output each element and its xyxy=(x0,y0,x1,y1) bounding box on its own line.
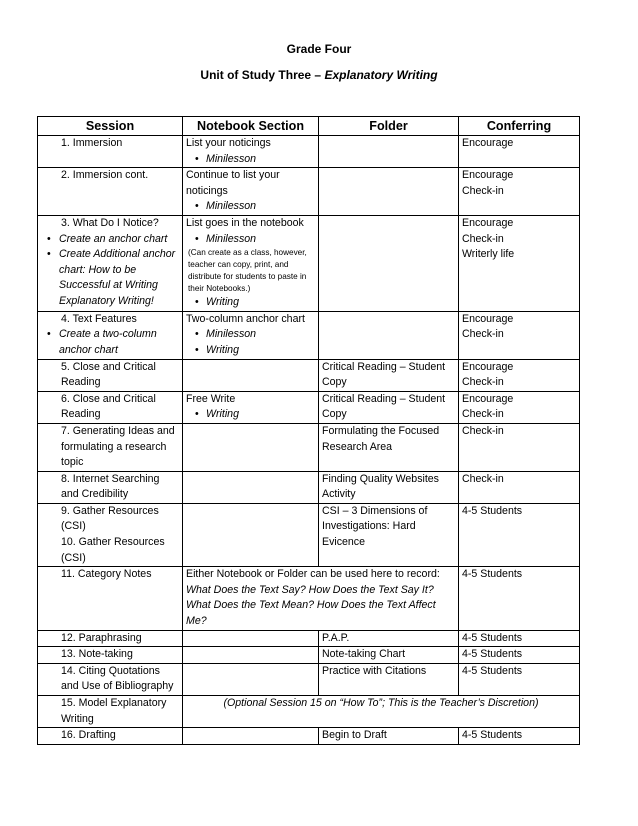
table-row xyxy=(38,391,580,423)
page-title: Grade Four xyxy=(286,42,352,56)
conferring-item: Encourage xyxy=(462,216,514,229)
folder-cell xyxy=(319,168,459,216)
table-row xyxy=(38,168,580,216)
table-row xyxy=(38,215,580,311)
session-table xyxy=(37,116,580,745)
session-name: 11. Category Notes xyxy=(61,568,152,581)
session-name: 2. Immersion cont. xyxy=(61,169,149,182)
session-cell xyxy=(38,359,183,391)
session-bullet: • Create a two-column anchor chart xyxy=(41,327,179,358)
notebook-cell xyxy=(183,728,319,745)
notebook-cell xyxy=(183,391,319,423)
conferring-item: Encourage xyxy=(462,392,514,405)
folder-cell: Note-taking Chart xyxy=(319,647,459,664)
conferring-item: Check-in xyxy=(462,408,504,421)
folder-cell: P.A.P. xyxy=(319,630,459,647)
conferring-item: Check-in xyxy=(462,328,504,341)
notebook-cell xyxy=(183,215,319,311)
session-name: 7. Generating Ideas and formulating a research topic xyxy=(61,424,175,469)
conferring-cell xyxy=(459,630,580,647)
session-name: 9. Gather Resources (CSI) xyxy=(61,504,159,533)
notebook-cell xyxy=(183,359,319,391)
conferring-cell xyxy=(459,215,580,311)
session-cell xyxy=(38,567,183,630)
notebook-text: Two-column anchor chart xyxy=(186,312,305,325)
table-row xyxy=(38,136,580,168)
session-name: 8. Internet Searching and Credibility xyxy=(61,472,160,501)
notebook-cell xyxy=(183,471,319,503)
session-name: 14. Citing Quotations and Use of Bibliography xyxy=(61,664,174,693)
notebook-or-folder-note xyxy=(183,567,459,630)
conferring-cell xyxy=(459,728,580,745)
session-bullet: • Create Additional anchor chart: How to be Successful at Writing Explanatory Writing! xyxy=(41,247,179,309)
notebook-bullet: • Writing xyxy=(186,295,315,311)
session-name: 3. What Do I Notice? xyxy=(61,216,159,229)
conferring-item: 4-5 Students xyxy=(462,648,523,661)
session-cell xyxy=(38,168,183,216)
table-row xyxy=(38,311,580,359)
conferring-cell xyxy=(459,423,580,471)
notebook-text: List goes in the notebook xyxy=(186,216,304,229)
session-cell xyxy=(38,423,183,471)
notebook-text: Free Write xyxy=(186,392,236,405)
folder-cell: Critical Reading – Student Copy xyxy=(319,391,459,423)
session-name: 5. Close and Critical Reading xyxy=(61,360,156,389)
notebook-cell xyxy=(183,647,319,664)
conferring-item: 4-5 Students xyxy=(462,729,523,742)
conferring-cell xyxy=(459,663,580,695)
folder-cell: Begin to Draft xyxy=(319,728,459,745)
session-name: 16. Drafting xyxy=(61,729,116,742)
conferring-item: Check-in xyxy=(462,424,504,437)
conferring-cell xyxy=(459,567,580,630)
optional-session-note: (Optional Session 15 on “How To”; This is the Teacher’s Discretion) xyxy=(183,696,580,728)
session-name: 4. Text Features xyxy=(61,312,137,325)
conferring-cell xyxy=(459,136,580,168)
conferring-item: Check-in xyxy=(462,376,504,389)
conferring-cell xyxy=(459,503,580,566)
session-name: 13. Note-taking xyxy=(61,648,133,661)
conferring-item: Encourage xyxy=(462,137,514,149)
session-name: 12. Paraphrasing xyxy=(61,631,142,644)
notebook-bullet: • Minilesson xyxy=(186,152,315,168)
conferring-cell xyxy=(459,359,580,391)
notebook-note: (Can create as a class, however, teacher can copy, print, and distribute for students to paste in their Notebooks.) xyxy=(188,248,307,294)
conferring-cell xyxy=(459,168,580,216)
column-header-session: Session xyxy=(38,117,183,136)
note-plain: Either Notebook or Folder can be used here to record: xyxy=(186,568,440,581)
conferring-item: 4-5 Students xyxy=(462,664,523,677)
session-cell xyxy=(38,663,183,695)
notebook-cell xyxy=(183,630,319,647)
notebook-cell xyxy=(183,663,319,695)
conferring-cell xyxy=(459,647,580,664)
conferring-cell xyxy=(459,311,580,359)
session-name: 1. Immersion xyxy=(61,137,123,149)
table-row xyxy=(38,728,580,745)
session-cell xyxy=(38,630,183,647)
conferring-item: 4-5 Students xyxy=(462,631,523,644)
notebook-cell xyxy=(183,168,319,216)
folder-cell: Critical Reading – Student Copy xyxy=(319,359,459,391)
conferring-cell xyxy=(459,471,580,503)
session-name: 10. Gather Resources (CSI) xyxy=(61,536,165,564)
folder-cell xyxy=(319,136,459,168)
table-row xyxy=(38,359,580,391)
notebook-text: Continue to list your noticings xyxy=(186,169,280,197)
session-name: 15. Model Explanatory Writing xyxy=(61,697,167,725)
notebook-bullet: • Minilesson xyxy=(186,327,315,343)
note-italic: What Does the Text Say? How Does the Text Say It? What Does the Text Mean? How Does the Text Affect Me? xyxy=(186,583,436,628)
table-row xyxy=(38,696,580,728)
notebook-bullet: • Writing xyxy=(186,407,315,423)
conferring-item: 4-5 Students xyxy=(462,504,523,517)
notebook-bullet: • Writing xyxy=(186,343,315,359)
notebook-cell xyxy=(183,423,319,471)
conferring-item: Writerly life xyxy=(462,248,515,261)
column-header-conferring: Conferring xyxy=(459,117,580,136)
session-cell xyxy=(38,503,183,566)
unit-prefix: Unit of Study Three – xyxy=(200,68,325,82)
notebook-cell xyxy=(183,311,319,359)
table-row xyxy=(38,503,580,566)
conferring-cell xyxy=(459,391,580,423)
notebook-text: List your noticings xyxy=(186,137,271,149)
session-cell xyxy=(38,136,183,168)
notebook-bullet: • Minilesson xyxy=(186,199,315,215)
table-header-row xyxy=(38,117,580,136)
folder-cell: Finding Quality Websites Activity xyxy=(319,471,459,503)
notebook-cell xyxy=(183,136,319,168)
session-name: 6. Close and Critical Reading xyxy=(61,392,156,421)
session-cell xyxy=(38,647,183,664)
column-header-notebook: Notebook Section xyxy=(183,117,319,136)
conferring-item: 4-5 Students xyxy=(462,568,523,581)
conferring-item: Check-in xyxy=(462,184,504,197)
table-row xyxy=(38,647,580,664)
session-cell xyxy=(38,696,183,728)
folder-cell xyxy=(319,215,459,311)
table-row xyxy=(38,471,580,503)
session-bullet: • Create an anchor chart xyxy=(41,232,179,248)
folder-cell: CSI – 3 Dimensions of Investigations: Hard Evicence xyxy=(319,503,459,566)
conferring-item: Encourage xyxy=(462,312,514,325)
folder-cell xyxy=(319,311,459,359)
session-cell xyxy=(38,215,183,311)
notebook-cell xyxy=(183,503,319,566)
table-row xyxy=(38,423,580,471)
notebook-bullet: • Minilesson xyxy=(186,232,315,248)
table-row xyxy=(38,663,580,695)
session-cell xyxy=(38,391,183,423)
unit-subtitle xyxy=(0,68,638,82)
session-cell xyxy=(38,728,183,745)
session-cell xyxy=(38,311,183,359)
folder-cell: Practice with Citations xyxy=(319,663,459,695)
session-cell xyxy=(38,471,183,503)
conferring-item: Check-in xyxy=(462,472,504,485)
table-row xyxy=(38,567,580,630)
column-header-folder: Folder xyxy=(319,117,459,136)
conferring-item: Encourage xyxy=(462,169,514,182)
conferring-item: Check-in xyxy=(462,232,504,245)
table-row xyxy=(38,630,580,647)
unit-title: Explanatory Writing xyxy=(324,68,438,82)
conferring-item: Encourage xyxy=(462,360,514,373)
folder-cell: Formulating the Focused Research Area xyxy=(319,423,459,471)
